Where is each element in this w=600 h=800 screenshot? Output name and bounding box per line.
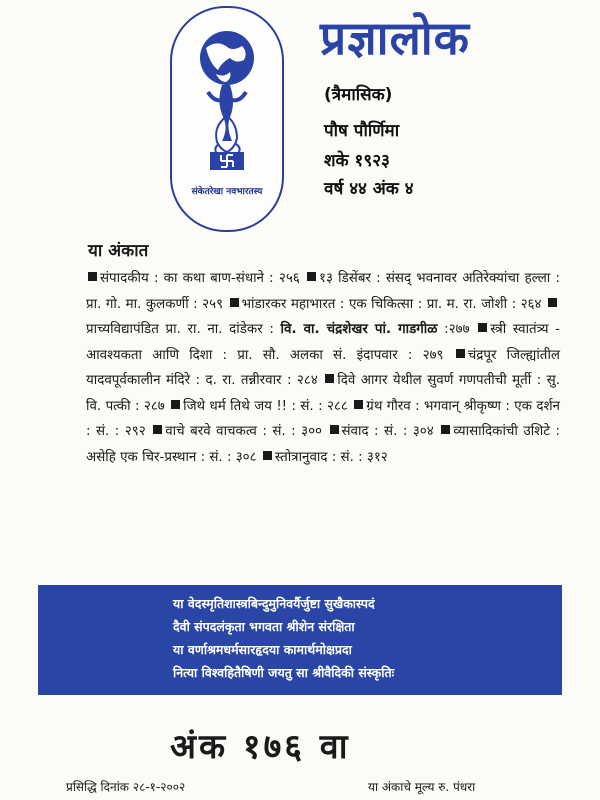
magazine-title: प्रज्ञालोक	[320, 11, 471, 65]
toc-item: संपादकीय : का कथा बाण-संधाने : २५६	[100, 271, 300, 286]
toc-item: चंद्रपूर जिल्ह्यांतील यादवपूर्वकालीन मंदिरे : द. रा. तन्नीरवार : २८४	[86, 347, 560, 388]
toc-item: स्त्री स्वातंत्र्य - आवश्यकता आणि दिशा : प्रा. सौ. अलका सं. इंदापवार : २७९	[86, 322, 560, 363]
bullet-icon	[171, 400, 180, 409]
toc-item: जिथे धर्म तिथे जय !! : सं. : २८८	[183, 398, 348, 414]
bullet-icon	[307, 272, 316, 281]
bullet-icon	[230, 298, 239, 307]
volume-issue: वर्ष ४४ अंक ४	[324, 179, 414, 199]
bullet-icon	[330, 425, 339, 434]
bullet-icon	[548, 298, 557, 307]
bullet-icon	[478, 323, 487, 332]
verse-line: दैवी संपदलंकृता भगवता श्रीशेन संरक्षिता	[173, 619, 355, 634]
bullet-icon	[441, 425, 450, 434]
toc-item: १३ डिसेंबर : संसद् भवनावर अतिरेक्यांचा हल्ला : प्रा. गो. मा. कुलकर्णी : २५९	[86, 271, 560, 312]
toc-item-author: वि. वा. चंद्रशेखर पां. गाडगीळ	[280, 322, 438, 337]
toc-item: वाचे बरवे वाचकत्व : सं. : ३००	[165, 424, 322, 439]
toc-item: स्तोत्रानुवाद : सं. : ३१२	[274, 449, 388, 465]
verse-line: या वेदस्मृतिशास्त्रबिन्दुमुनिवर्यैर्जुष्टा सुखैकास्पदं	[173, 596, 375, 611]
toc-item: ग्रंथ गौरव : भगवान् श्रीकृष्ण : एक दर्शन : सं. : २९२	[86, 398, 560, 439]
publication-date: प्रसिद्धि दिनांक २८-१-२००२	[66, 780, 186, 794]
toc-item-page: :२७७	[437, 322, 470, 337]
toc-heading: या अंकात	[88, 241, 149, 261]
verse-line: नित्या विश्वहितैषिणी जयतु सा श्रीवैदिकी संस्कृतिः	[173, 665, 395, 680]
toc-item: व्यासादिकांची उशिटे : असेहि एक चिर-प्रस्थान : सं. : ३०८	[86, 424, 561, 465]
issue-number: अंक १७६ वा	[170, 727, 351, 767]
bullet-icon	[88, 272, 97, 281]
toc-item: भांडारकर महाभारत : एक चिकित्सा : प्रा. म. रा. जोशी : २६४	[241, 296, 542, 312]
bullet-icon	[263, 451, 272, 460]
bullet-icon	[354, 400, 363, 409]
verse-line: या वर्णाश्रमधर्मसारहृदया कामार्थमोक्षप्रदा	[173, 642, 352, 657]
issue-price: या अंकाचे मूल्य रु. पंधरा	[368, 780, 476, 794]
frequency-label: (त्रैमासिक)	[324, 85, 393, 105]
emblem-logo	[170, 6, 284, 232]
verse-panel	[38, 585, 562, 695]
bullet-icon	[153, 425, 162, 434]
season-label: पौष पौर्णिमा	[324, 121, 400, 141]
bullet-icon	[456, 349, 465, 358]
toc-item: संवाद : सं. : ३०४	[341, 424, 434, 439]
table-of-contents	[86, 266, 560, 470]
bullet-icon	[325, 374, 334, 383]
emblem-motto: संकेतरेखा नवभारतस्य	[191, 187, 263, 197]
shaka-year: शके १९२३	[324, 151, 390, 171]
toc-item: दिवे आगर येथील सुवर्ण गणपतीची मूर्ती : सु. वि. पत्की : २८७	[86, 373, 560, 414]
toc-item: प्राच्यविद्यापंडित प्रा. रा. ना. दांडेकर :	[86, 322, 281, 337]
